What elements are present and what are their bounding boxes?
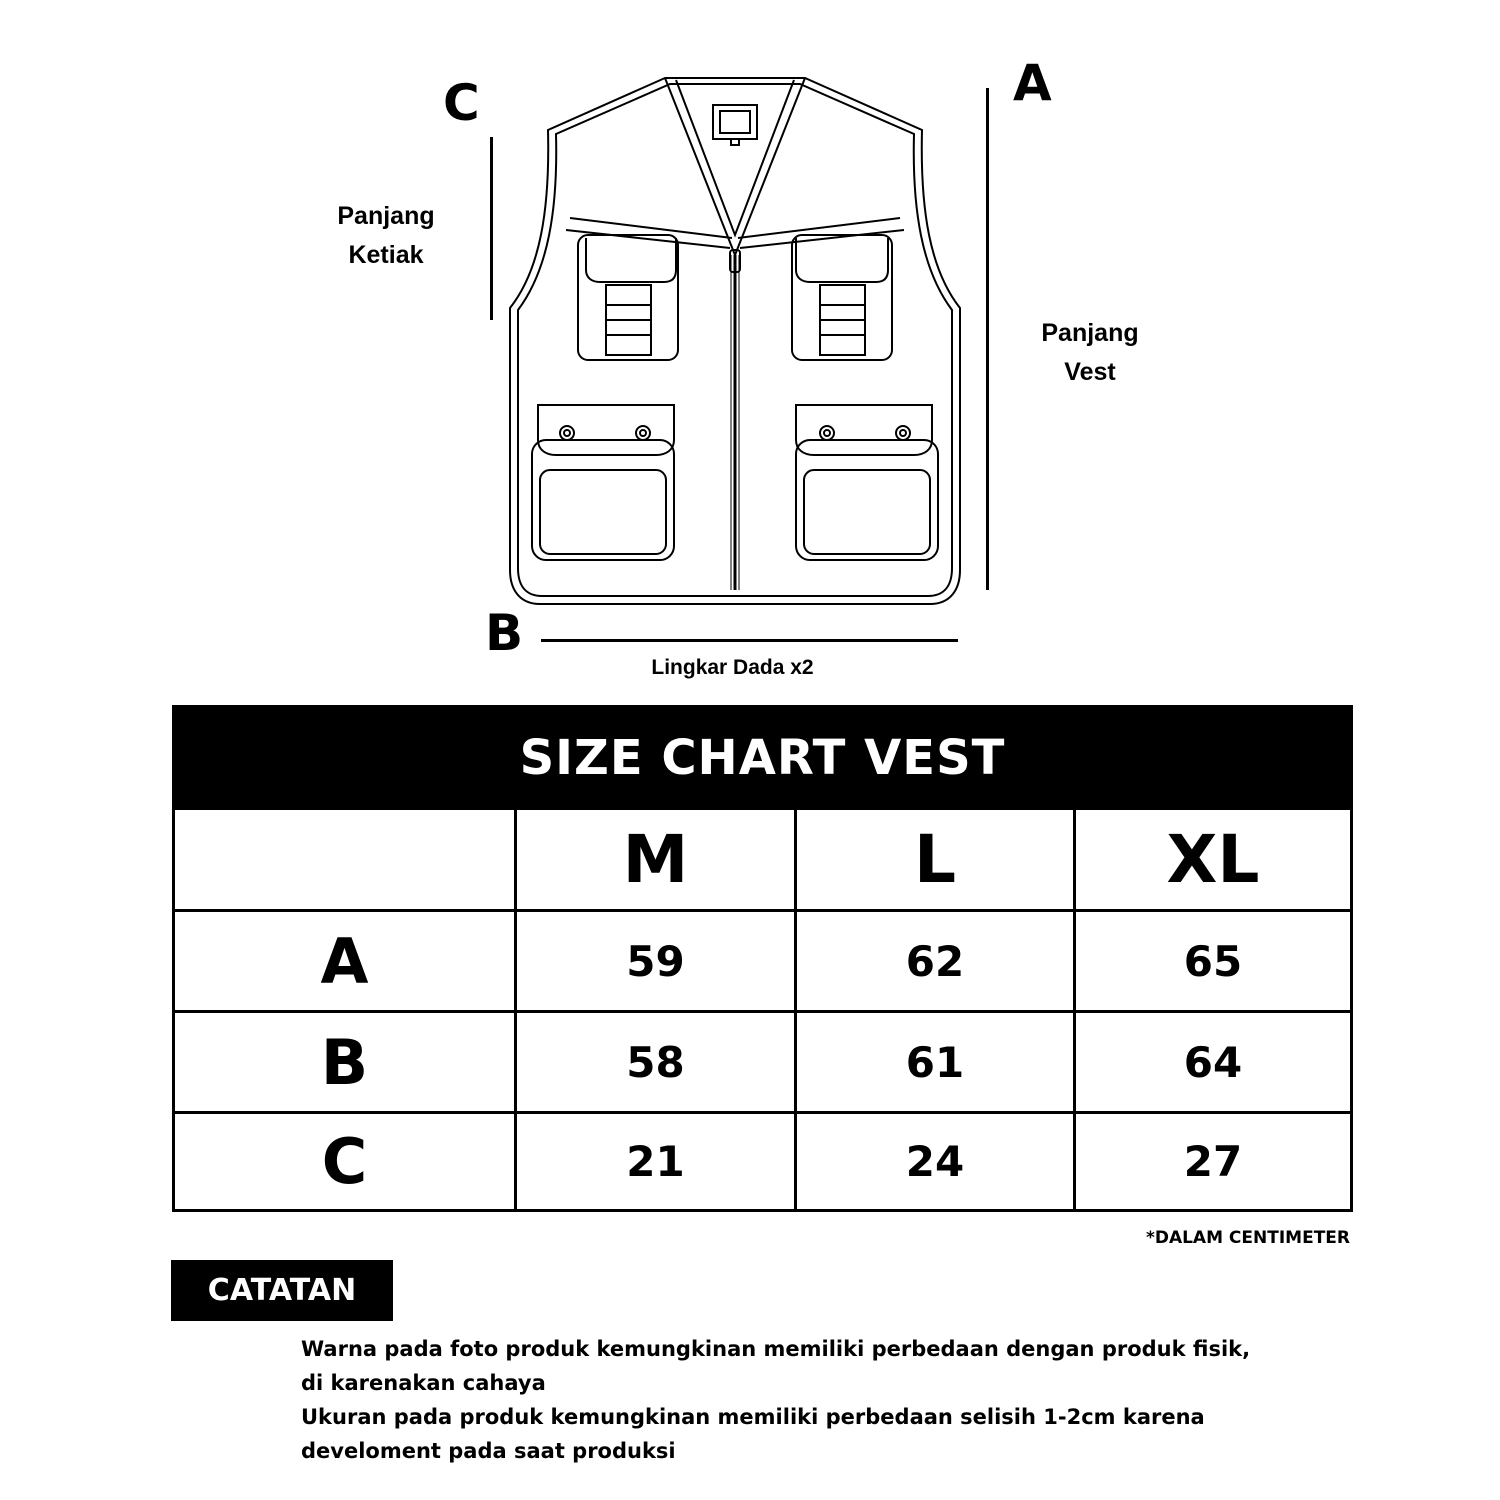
table-row <box>175 1111 1350 1209</box>
dimension-caption-b: Lingkar Dada x2 <box>651 656 814 679</box>
table-cell: 59 <box>514 912 794 1010</box>
dimension-caption-a: Panjang Vest <box>1041 319 1139 386</box>
table-header-row <box>175 807 1350 909</box>
table-row <box>175 909 1350 1010</box>
dimension-line-c <box>490 137 493 320</box>
dimension-label-b: B <box>485 604 524 662</box>
note-line: Warna pada foto produk kemungkinan memiliki perbedaan dengan produk fisik, <box>301 1337 1251 1361</box>
dimension-caption-c: Panjang Ketiak <box>337 202 435 269</box>
dimension-label-c: C <box>443 74 480 132</box>
table-cell: 62 <box>794 912 1073 1010</box>
table-cell: 21 <box>514 1114 794 1209</box>
row-label-c: C <box>321 1125 368 1198</box>
size-chart-table <box>172 705 1353 1212</box>
chest-pocket-left <box>578 235 678 360</box>
table-row <box>175 1010 1350 1111</box>
unit-note: *DALAM CENTIMETER <box>1145 1228 1350 1248</box>
size-header-l: L <box>794 810 1073 909</box>
table-cell: 27 <box>1073 1114 1350 1209</box>
vest-collar-inner <box>676 80 794 235</box>
dimension-line-b <box>541 639 958 642</box>
dimension-label-a: A <box>1013 54 1052 112</box>
lower-pocket-left <box>532 440 674 560</box>
lower-pocket-right <box>796 440 938 560</box>
note-line: Ukuran pada produk kemungkinan memiliki perbedaan selisih 1-2cm karena <box>301 1405 1205 1429</box>
row-label-b: B <box>320 1025 369 1099</box>
vest-illustration <box>500 70 970 615</box>
corner-cell <box>175 810 514 909</box>
chest-pocket-right <box>792 235 892 360</box>
dimension-line-a <box>986 88 989 590</box>
table-cell: 65 <box>1073 912 1350 1010</box>
table-cell: 64 <box>1073 1013 1350 1111</box>
table-title: SIZE CHART VEST <box>175 708 1350 807</box>
row-label-a: A <box>320 924 369 998</box>
note-line: develoment pada saat produksi <box>301 1439 676 1463</box>
table-cell: 61 <box>794 1013 1073 1111</box>
table-cell: 24 <box>794 1114 1073 1209</box>
table-cell: 58 <box>514 1013 794 1111</box>
note-line: di karenakan cahaya <box>301 1371 546 1395</box>
size-header-xl: XL <box>1073 810 1350 909</box>
notes-title: CATATAN <box>171 1260 393 1321</box>
size-header-m: M <box>514 810 794 909</box>
